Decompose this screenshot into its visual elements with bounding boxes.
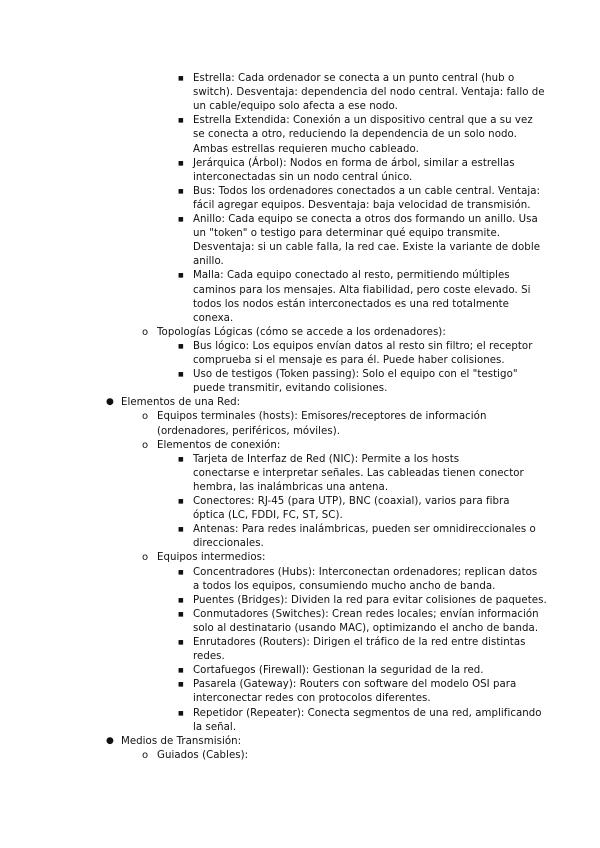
bullet-level3: ■ — [178, 187, 184, 195]
bullet-level3: ■ — [178, 526, 184, 534]
list-item-line: anillo. — [193, 256, 224, 268]
list-item-line: (ordenadores, periféricos, móviles). — [157, 425, 341, 437]
list-item-line: Elementos de una Red: — [121, 397, 241, 409]
list-item-line: puede transmitir, evitando colisiones. — [193, 383, 388, 395]
list-item-line: Antenas: Para redes inalámbricas, pueden ser omnidireccionales o — [193, 524, 536, 536]
list-item-line: se conecta a otro, reduciendo la dependencia de un solo nodo. — [193, 129, 517, 141]
bullet-level3: ■ — [178, 159, 184, 167]
list-item-line: la señal. — [193, 721, 237, 733]
list-item-line: Repetidor (Repeater): Conecta segmentos de una red, amplificando — [193, 707, 542, 719]
list-item-line: Puentes (Bridges): Dividen la red para evitar colisiones de paquetes. — [193, 594, 547, 606]
bullet-level3: ■ — [178, 667, 184, 675]
bullet-level2: o — [142, 411, 149, 423]
list-item-line: Topologías Lógicas (cómo se accede a los ordenadores): — [157, 326, 446, 338]
list-item-line: Conmutadores (Switches): Crean redes locales; envían información — [193, 608, 539, 620]
list-item-line: Jerárquica (Árbol): Nodos en forma de árbol, similar a estrellas — [193, 157, 515, 169]
list-item-line: Estrella Extendida: Conexión a un dispositivo central que a su vez — [193, 115, 533, 127]
bullet-level2: o — [142, 439, 149, 451]
bullet-level3: ■ — [178, 596, 184, 604]
bullet-level3: ■ — [178, 342, 184, 350]
list-item-line: a todos los equipos, consumiendo mucho ancho de banda. — [193, 580, 496, 592]
bullet-level3: ■ — [178, 568, 184, 576]
list-item-line: Elementos de conexión: — [157, 439, 281, 451]
bullet-level3: ■ — [178, 455, 184, 463]
bullet-level2: o — [142, 749, 149, 761]
list-item-line: todos los nodos están interconectados es una red totalmente — [193, 298, 509, 310]
bullet-level3: ■ — [178, 681, 184, 689]
list-item-line: óptica (LC, FDDI, FC, ST, SC). — [193, 510, 343, 522]
list-item-line: un "token" o testigo para determinar qué equipo transmite. — [193, 228, 501, 240]
list-item-line: Conectores: RJ-45 (para UTP), BNC (coaxial), varios para fibra — [193, 496, 510, 507]
list-item-line: Pasarela (Gateway): Routers con software del modelo OSI para — [193, 679, 517, 691]
list-item-line: redes. — [193, 651, 225, 663]
list-item-line: Malla: Cada equipo conectado al resto, permitiendo múltiples — [193, 270, 510, 282]
list-item-line: caminos para los mensajes. Alta fiabilidad, pero coste elevado. Si — [193, 284, 531, 296]
list-item-line: Estrella: Cada ordenador se conecta a un punto central (hub o — [193, 73, 515, 84]
list-item-line: switch). Desventaja: dependencia del nodo central. Ventaja: fallo de — [193, 87, 545, 99]
list-item-line: Concentradores (Hubs): Interconectan ordenadores; replican datos — [193, 566, 538, 578]
bullet-level3: ■ — [178, 216, 184, 223]
bullet-level1: ● — [106, 735, 114, 746]
list-item-line: Equipos terminales (hosts): Emisores/receptores de información — [157, 411, 487, 423]
list-item-line: un cable/equipo solo afecta a ese nodo. — [193, 101, 398, 113]
bullet-level3: ■ — [178, 272, 184, 280]
bullet-level2: o — [142, 552, 149, 564]
list-item-line: Bus: Todos los ordenadores conectados a un cable central. Ventaja: — [193, 185, 541, 197]
list-item-line: Medios de Transmisión: — [121, 735, 242, 747]
list-item-line: solo al destinatario (usando MAC), optimizando el ancho de banda. — [193, 622, 539, 634]
bullet-level3: ■ — [178, 639, 184, 646]
list-item-line: Guiados (Cables): — [157, 749, 249, 761]
list-item-line: Desventaja: si un cable falla, la red cae. Existe la variante de doble — [193, 242, 541, 254]
list-item-line: hembra, las inalámbricas una antena. — [193, 481, 389, 493]
list-item-line: Bus lógico: Los equipos envían datos al resto sin filtro; el receptor — [193, 340, 533, 352]
list-item-line: Anillo: Cada equipo se conecta a otros dos formando un anillo. Usa — [193, 214, 538, 225]
list-item-line: Equipos intermedios: — [157, 552, 266, 564]
bullet-level3: ■ — [178, 117, 184, 125]
list-item-line: direccionales. — [193, 538, 264, 550]
bullet-level3: ■ — [178, 709, 184, 717]
bullet-level2: o — [142, 326, 149, 338]
bullet-level3: ■ — [178, 498, 184, 505]
bullet-level3: ■ — [178, 75, 184, 82]
bullet-level1: ● — [106, 397, 114, 408]
list-item-line: interconectadas sin un nodo central único. — [193, 171, 413, 183]
bullet-level3: ■ — [178, 371, 184, 379]
list-item-line: conectarse e interpretar señales. Las cableadas tienen conector — [193, 467, 524, 479]
list-item-line: Ambas estrellas requieren mucho cableado. — [193, 143, 419, 155]
list-item-line: Enrutadores (Routers): Dirigen el tráfico de la red entre distintas — [193, 637, 526, 648]
list-item-line: fácil agregar equipos. Desventaja: baja velocidad de transmisión. — [193, 199, 531, 211]
bullet-level3: ■ — [178, 610, 184, 618]
list-item-line: comprueba si el mensaje es para él. Puede haber colisiones. — [193, 355, 505, 366]
list-item-line: Tarjeta de Interfaz de Red (NIC): Permite a los hosts — [193, 453, 460, 465]
list-item-line: conexa. — [193, 312, 234, 324]
list-item-line: Uso de testigos (Token passing): Solo el equipo con el "testigo" — [193, 369, 518, 381]
list-item-line: interconectar redes con protocolos diferentes. — [193, 693, 431, 705]
list-item-line: Cortafuegos (Firewall): Gestionan la seguridad de la red. — [193, 665, 484, 677]
